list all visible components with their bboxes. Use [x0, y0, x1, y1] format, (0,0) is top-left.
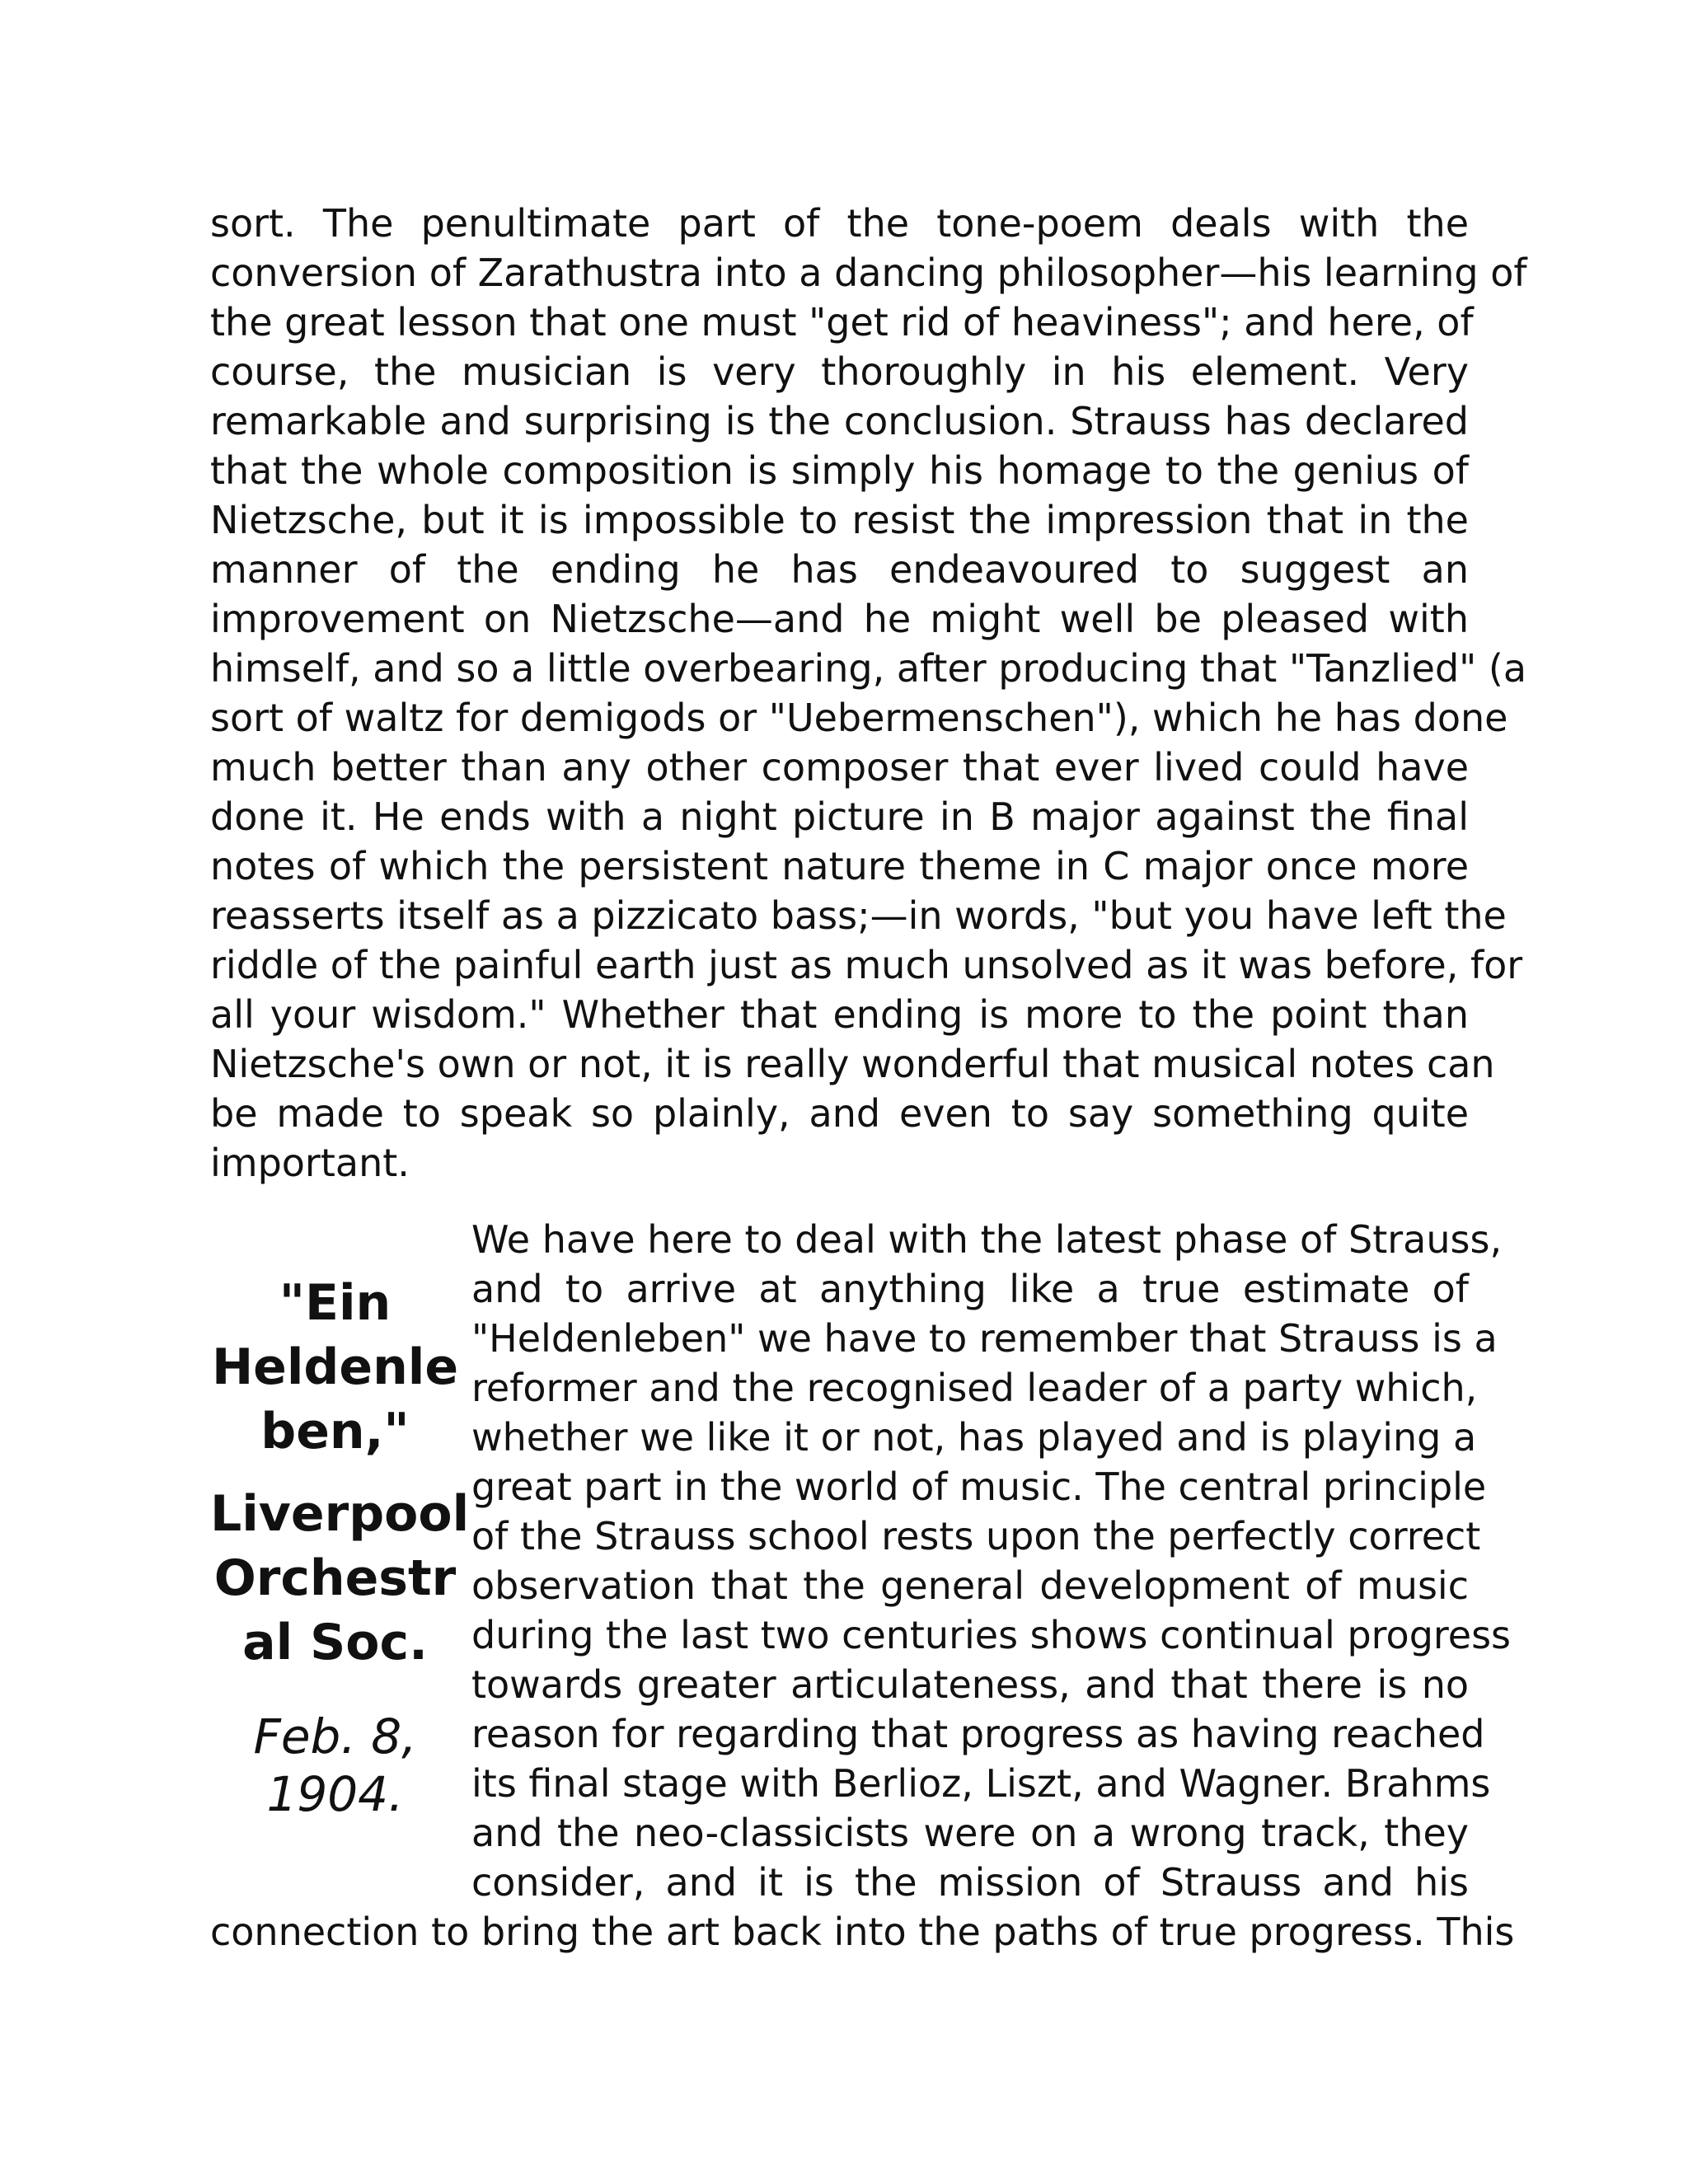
- text-line: done it. He ends with a night picture in B major against the final: [210, 794, 1469, 839]
- margin-sidenote: [210, 1271, 470, 1823]
- text-line: "Heldenleben" we have to remember that Strauss is a: [471, 1316, 1498, 1361]
- text-line: and the neo-classicists were on a wrong track, they: [471, 1811, 1469, 1855]
- sidenote-date: [210, 1708, 460, 1823]
- text-line: the great lesson that one must "get rid of heaviness"; and here, of: [210, 300, 1474, 344]
- body-paragraph-heldenleben: [471, 1215, 1512, 1907]
- text-line: sort. The penultimate part of the tone-poem deals with the: [210, 201, 1469, 246]
- text-line: reason for regarding that progress as having reached: [471, 1712, 1485, 1756]
- sidenote-line: Liverpool: [210, 1485, 470, 1543]
- text-line: important.: [210, 1141, 410, 1185]
- text-line: great part in the world of music. The central principle: [471, 1465, 1487, 1509]
- text-line: We have here to deal with the latest phase of Strauss,: [471, 1217, 1503, 1262]
- text-line: all your wisdom." Whether that ending is more to the point than: [210, 992, 1469, 1037]
- text-line: sort of waltz for demigods or "Uebermenschen"), which he has done: [210, 696, 1508, 740]
- text-line: connection to bring the art back into the paths of true progress. This: [210, 1910, 1515, 1954]
- text-line: of the Strauss school rests upon the perfectly correct: [471, 1514, 1481, 1558]
- sidenote-line: Orchestr: [213, 1549, 457, 1607]
- text-line: conversion of Zarathustra into a dancing philosopher—his learning of: [210, 251, 1527, 295]
- text-line: Nietzsche, but it is impossible to resist the impression that in the: [210, 498, 1469, 542]
- text-line: course, the musician is very thoroughly in his element. Very: [210, 349, 1469, 394]
- text-line: notes of which the persistent nature theme in C major once more: [210, 844, 1469, 888]
- text-line: riddle of the painful earth just as much unsolved as it was before, for: [210, 943, 1523, 987]
- text-line: during the last two centuries shows continual progress: [471, 1613, 1512, 1657]
- text-line: observation that the general development of music: [471, 1563, 1469, 1608]
- text-line: improvement on Nietzsche—and he might well be pleased with: [210, 597, 1469, 641]
- text-line: be made to speak so plainly, and even to say something quite: [210, 1091, 1469, 1136]
- text-line: reasserts itself as a pizzicato bass;—in words, "but you have left the: [210, 893, 1507, 938]
- sidenote-line: Heldenle: [211, 1338, 459, 1396]
- text-line: that the whole composition is simply his homage to the genius of: [210, 448, 1469, 493]
- text-line: and to arrive at anything like a true estimate of: [471, 1267, 1469, 1311]
- sidenote-line: Feb. 8,: [253, 1708, 417, 1765]
- text-line: whether we like it or not, has played and is playing a: [471, 1415, 1477, 1460]
- sidenote-line: ben,": [260, 1403, 410, 1460]
- sidenote-line: "Ein: [279, 1274, 392, 1332]
- text-line: towards greater articulateness, and that there is no: [471, 1662, 1469, 1707]
- text-line: manner of the ending he has endeavoured to suggest an: [210, 547, 1469, 592]
- text-line: much better than any other composer that ever lived could have: [210, 745, 1469, 790]
- body-paragraph-heldenleben-continued: [210, 1907, 1515, 1957]
- text-line: remarkable and surprising is the conclusion. Strauss has declared: [210, 399, 1469, 443]
- body-paragraph-zarathustra: [210, 199, 1527, 1188]
- sidenote-work-title: [210, 1271, 460, 1464]
- sidenote-line: 1904.: [266, 1766, 404, 1822]
- text-line: Nietzsche's own or not, it is really wonderful that musical notes can: [210, 1042, 1495, 1086]
- text-line: reformer and the recognised leader of a party which,: [471, 1366, 1478, 1410]
- sidenote-organization: [210, 1482, 470, 1675]
- text-line: its final stage with Berlioz, Liszt, and Wagner. Brahms: [471, 1761, 1491, 1806]
- text-line: himself, and so a little overbearing, after producing that "Tanzlied" (a: [210, 646, 1527, 691]
- sidenote-line: al Soc.: [242, 1614, 428, 1671]
- text-line: consider, and it is the mission of Strauss and his: [471, 1860, 1469, 1905]
